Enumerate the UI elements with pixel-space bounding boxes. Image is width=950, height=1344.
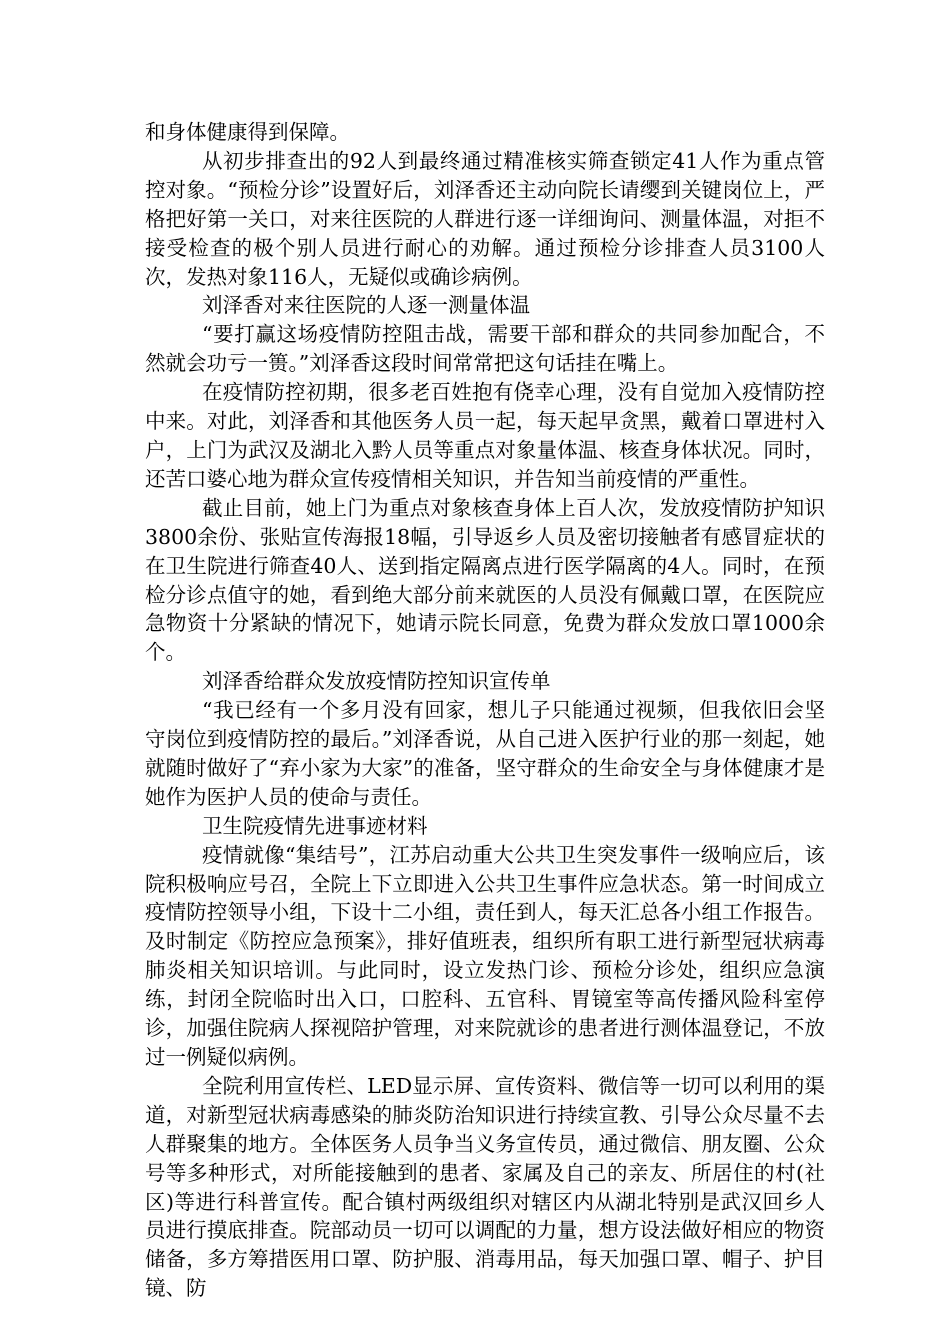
section-title: 卫生院疫情先进事迹材料 — [202, 813, 428, 838]
paragraph-quote-family: “我已经有一个多月没有回家，想儿子只能通过视频，但我依旧会坚守岗位到疫情防控的最后。”刘泽香说，从自己进入医护行业的那一刻起，她就随时做好了“弃小家为大家”的准备，坚守群众的生命安全与身体健康才是她作为医护人员的使命与责任。 — [145, 698, 825, 809]
paragraph-statistics: 截止目前，她上门为重点对象核查身体上百人次，发放疫情防护知识3800余份、张贴宣传海报18幅，引导返乡人员及密切接触者有感冒症状的在卫生院进行筛查40人、送到指定隔离点进行医学隔离的4人。同时，在预检分诊点值守的她，看到绝大部分前来就医的人员没有佩戴口罩，在医院应急物资十分紧缺的情况下，她请示院长同意，免费为群众发放口罩1000余个。 — [145, 495, 825, 665]
paragraph-village-visits: 在疫情防控初期，很多老百姓抱有侥幸心理，没有自觉加入疫情防控中来。对此，刘泽香和其他医务人员一起，每天起早贪黑，戴着口罩进村入户，上门为武汉及湖北入黔人员等重点对象量体温、核查身体状况。同时，还苦口婆心地为群众宣传疫情相关知识，并告知当前疫情的严重性。 — [145, 380, 825, 491]
paragraph-continuation: 和身体健康得到保障。 — [145, 120, 350, 144]
photo-caption-leaflets: 刘泽香给群众发放疫情防控知识宣传单 — [202, 669, 551, 694]
photo-caption-temperature: 刘泽香对来往医院的人逐一测量体温 — [202, 293, 530, 318]
paragraph-screening: 从初步排查出的92人到最终通过精准核实筛查锁定41人作为重点管控对象。“预检分诊”设置好后，刘泽香还主动向院长请缨到关键岗位上，严格把好第一关口，对来往医院的人群进行逐一详细询问、测量体温，对拒不接受检查的极个别人员进行耐心的劝解。通过预检分诊排查人员3100人次，发热对象116人，无疑似或确诊病例。 — [145, 148, 825, 289]
paragraph-quote-cooperation: “要打赢这场疫情防控阻击战，需要干部和群众的共同参加配合，不然就会功亏一篑。”刘泽香这段时间常常把这句话挂在嘴上。 — [145, 322, 825, 376]
document-body — [145, 118, 825, 1303]
paragraph-emergency-response: 疫情就像“集结号”，江苏启动重大公共卫生突发事件一级响应后，该院积极响应号召，全院上下立即进入公共卫生事件应急状态。第一时间成立疫情防控领导小组，下设十二小组，责任到人，每天汇总各小组工作报告。及时制定《防控应急预案》，排好值班表，组织所有职工进行新型冠状病毒肺炎相关知识培训。与此同时，设立发热门诊、预检分诊处，组织应急演练，封闭全院临时出入口，口腔科、五官科、胃镜室等高传播风险科室停诊，加强住院病人探视陪护管理，对来院就诊的患者进行测体温登记，不放过一例疑似病例。 — [145, 842, 825, 1069]
paragraph-publicity: 全院利用宣传栏、LED显示屏、宣传资料、微信等一切可以利用的渠道，对新型冠状病毒感染的肺炎防治知识进行持续宣教、引导公众尽量不去人群聚集的地方。全体医务人员争当义务宣传员，通过微信、朋友圈、公众号等多种形式，对所能接触到的患者、家属及自己的亲友、所居住的村(社区)等进行科普宣传。配合镇村两级组织对辖区内从湖北特别是武汉回乡人员进行摸底排查。院部动员一切可以调配的力量，想方设法做好相应的物资储备，多方筹措医用口罩、防护服、消毒用品，每天加强口罩、帽子、护目镜、防 — [145, 1073, 825, 1301]
